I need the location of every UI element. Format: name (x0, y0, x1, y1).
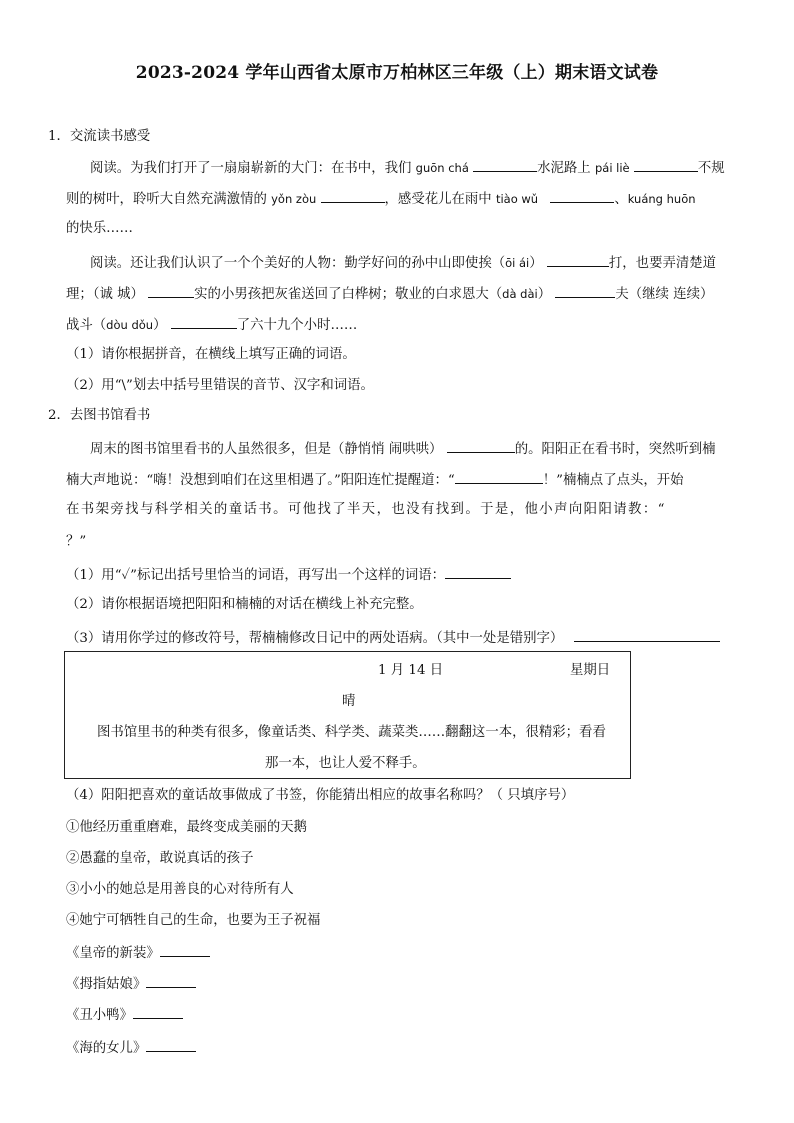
q1-para2-line1 (90, 252, 716, 274)
book-3 (66, 1004, 183, 1026)
q2-sub4: （4）阳阳把喜欢的童话故事做成了书签，你能猜出相应的故事名称吗？（ 只填序号） (66, 788, 575, 803)
q2-text: 周末的图书馆里看书的人虽然很多，但是（静悄悄 闹哄哄） (90, 442, 443, 457)
q2-text: （3）请用你学过的修改符号，帮楠楠修改日记中的两处语病。（其中一处是错别字） (66, 631, 564, 646)
q2-para-line2 (66, 469, 684, 491)
q2-para-line3: 在书架旁找与科学相关的童话书。可他找了半天，也没有找到。于是，他小声向阳阳请教：“ (66, 502, 666, 517)
answer-blank-10[interactable] (455, 469, 543, 484)
book-title: 《皇帝的新装》 (66, 946, 160, 961)
option-2: ②愚蠢的皇帝，敢说真话的孩子 (66, 851, 254, 866)
q1-text: 夫（继续 连续） (615, 287, 714, 302)
answer-blank-14[interactable] (160, 942, 210, 957)
q1-text: ） (153, 318, 167, 333)
option-1: ①他经历重重磨难，最终变成美丽的天鹅 (66, 820, 308, 835)
q1-para1-line2 (66, 188, 696, 210)
answer-blank-17[interactable] (146, 1037, 196, 1052)
q1-text: 水泥路上 (537, 161, 595, 176)
answer-blank-15[interactable] (146, 973, 196, 988)
answer-blank-13[interactable] (574, 627, 720, 642)
book-4 (66, 1037, 196, 1059)
exam-title: 2023-2024 学年山西省太原市万柏林区三年级（上）期末语文试卷 (135, 63, 659, 83)
q2-text: 的。阳阳正在看书时，突然听到楠 (514, 442, 716, 457)
q1-para1-line3: 的快乐…… (66, 221, 133, 236)
answer-blank-3[interactable] (321, 188, 385, 203)
q2-para-line4 (66, 531, 86, 552)
q1-para2-line3 (66, 314, 357, 336)
q1-text: 战斗（ (66, 318, 107, 333)
pinyin-pailie: pái liè (594, 161, 630, 175)
q1-text: 不规 (697, 161, 725, 176)
book-title: 《海的女儿》 (66, 1041, 147, 1056)
q1-heading: 1．交流读书感受 (48, 129, 151, 144)
q1-text: 打，也要弄清楚道 (608, 256, 717, 271)
q1-text: ） (529, 256, 543, 271)
answer-blank-16[interactable] (133, 1004, 183, 1019)
pinyin-kuanghuan: kuáng huōn (627, 192, 696, 206)
q1-text: ） (537, 287, 552, 302)
book-2 (66, 973, 196, 995)
answer-blank-8[interactable] (171, 314, 237, 329)
answer-blank-7[interactable] (555, 283, 615, 298)
q1-text: 、 (614, 192, 628, 207)
answer-blank-1[interactable] (473, 157, 537, 172)
answer-blank-4[interactable] (550, 188, 614, 203)
pinyin-ai: ōi ái (505, 256, 530, 270)
answer-blank-6[interactable] (148, 283, 194, 298)
pinyin-tiaowu: tiào wǔ (495, 192, 539, 206)
q2-para-line1 (90, 438, 716, 460)
diary-weekday: 星期日 (570, 663, 611, 678)
diary-date: 1 月 14 日 (378, 663, 444, 678)
q2-text: ！”楠楠点了点头，开始 (542, 473, 684, 488)
q1-sub1: （1）请你根据拼音，在横线上填写正确的词语。 (66, 347, 356, 362)
q1-text: ，感受花儿在雨中 (384, 192, 496, 207)
q2-text: 楠大声地说：“嗨！没想到咱们在这里相遇了。”阳阳连忙提醒道：“ (66, 473, 455, 488)
q2-heading: 2．去图书馆看书 (48, 408, 151, 423)
q2-sub1 (66, 564, 511, 586)
q2-text: （1）用“✓”标记出括号里恰当的词语，再写出一个这样的词语： (66, 568, 446, 583)
q2-sub2: （2）请你根据语境把阳阳和楠楠的对话在横线上补充完整。 (66, 597, 423, 612)
book-title: 《丑小鸭》 (66, 1008, 133, 1023)
q1-para2-line2 (66, 283, 713, 305)
q2-text: ？” (66, 534, 87, 549)
q1-text: 则的树叶，聆听大自然充满激情的 (66, 192, 272, 207)
q1-text: 实的小男孩把灰雀送回了白桦树；敬业的白求恩大（ (194, 287, 503, 302)
q1-para1-line1 (90, 157, 725, 179)
book-title: 《拇指姑娘》 (66, 977, 147, 992)
book-1 (66, 942, 210, 964)
diary-weather: 晴 (342, 694, 356, 709)
pinyin-dai: dà dài (502, 287, 538, 301)
answer-blank-5[interactable] (547, 252, 609, 267)
option-4: ④她宁可牺牲自己的生命，也要为王子祝福 (66, 913, 321, 928)
diary-line2: 那一本，也让人爱不释手。 (265, 756, 426, 771)
option-3: ③小小的她总是用善良的心对待所有人 (66, 882, 294, 897)
pinyin-dou: dòu dǒu (106, 318, 154, 332)
diary-box (64, 651, 631, 779)
q1-sub2: （2）用“\”划去中括号里错误的音节、汉字和词语。 (66, 378, 374, 393)
answer-blank-12[interactable] (445, 564, 511, 579)
diary-line1: 图书馆里书的种类有很多，像童话类、科学类、蔬菜类……翻翻这一本，很精彩；看看 (97, 725, 606, 740)
answer-blank-9[interactable] (447, 438, 515, 453)
pinyin-yanzou: yǒn zòu (271, 192, 317, 206)
q1-text: 阅读。还让我们认识了一个个美好的人物：勤学好问的孙中山即使挨（ (90, 256, 506, 271)
q1-text: 理；（诚 城） (66, 287, 144, 302)
q1-text: 了六十九个小时…… (236, 318, 358, 333)
pinyin-guancha: guōn chá (415, 161, 469, 175)
answer-blank-2[interactable] (634, 157, 698, 172)
q2-sub3 (66, 627, 720, 649)
q1-text: 阅读。为我们打开了一扇扇崭新的大门：在书中，我们 (90, 161, 416, 176)
